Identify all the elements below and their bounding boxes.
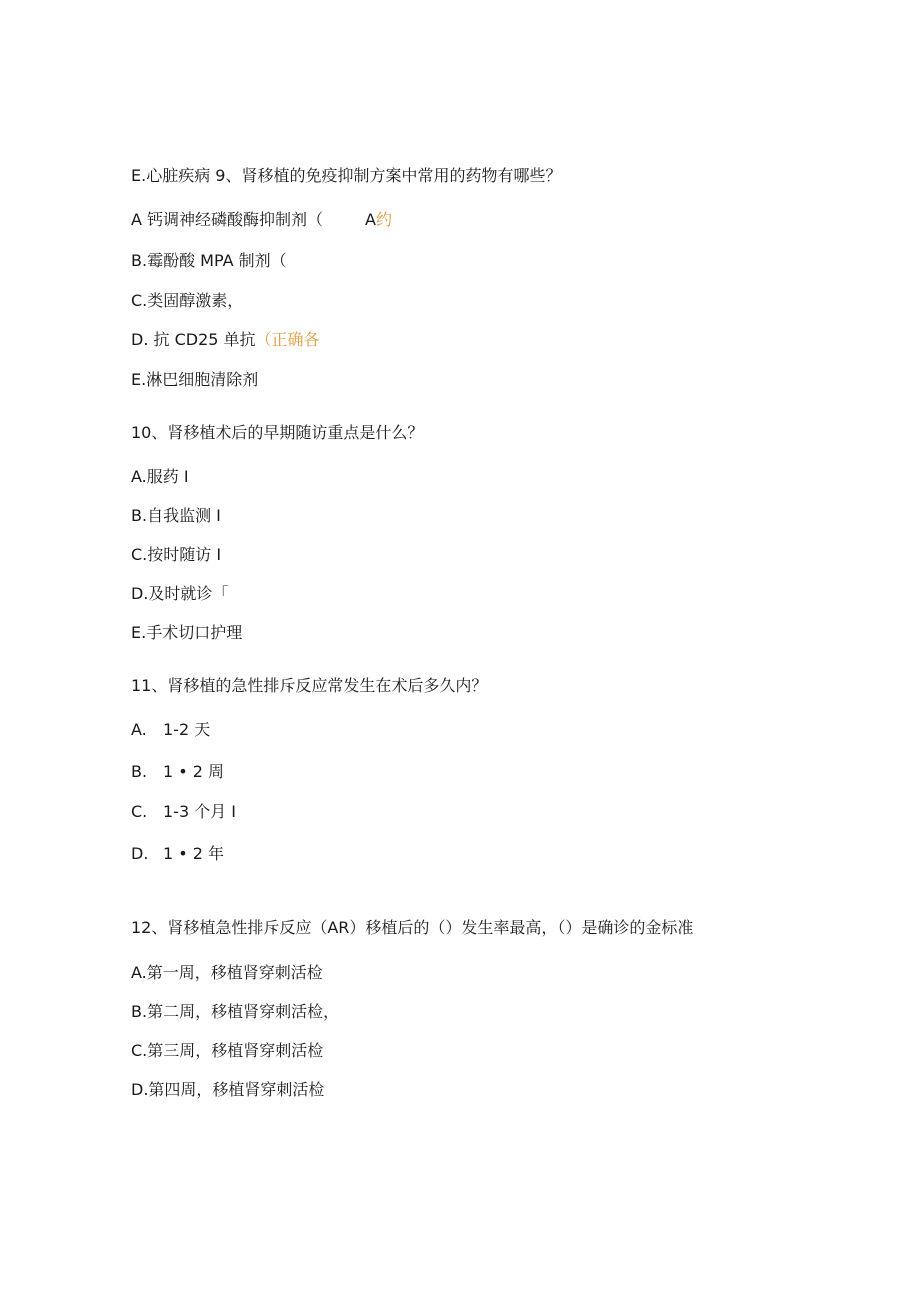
q12-title: 12、肾移植急性排斥反应（AR）移植后的（）发生率最高，（）是确诊的金标准 bbox=[131, 918, 694, 937]
q9-option-a-answer-note: 约 bbox=[376, 210, 393, 229]
q11-option-a bbox=[131, 720, 210, 740]
q9-option-a-answer-letter: A bbox=[365, 210, 376, 229]
q9-option-b: B.霉酚酸 MPA 制剂（ bbox=[131, 251, 287, 270]
q11-option-c-text: 1-3 个月 I bbox=[163, 802, 237, 821]
q11-option-b-letter: B. bbox=[131, 762, 148, 781]
q9-option-d bbox=[131, 330, 320, 350]
q12-option-c: C.第三周，移植肾穿刺活检 bbox=[131, 1041, 324, 1060]
q9-option-d-answer-note: （正确各 bbox=[255, 330, 320, 349]
q11-option-c bbox=[131, 802, 236, 822]
q11-option-d bbox=[131, 844, 224, 864]
q9-option-a-text: A 钙调神经磷酸酶抑制剂（ bbox=[131, 210, 324, 229]
q11-option-b bbox=[131, 762, 224, 782]
q11-option-b-text: 1 • 2 周 bbox=[163, 762, 225, 781]
q9-option-c: C.类固醇激素， bbox=[131, 291, 244, 310]
q11-option-a-text: 1-2 天 bbox=[163, 720, 211, 739]
q11-title: 11、肾移植的急性排斥反应常发生在术后多久内？ bbox=[131, 676, 488, 695]
q10-option-d: D.及时就诊「 bbox=[131, 584, 229, 603]
q9-option-d-text: D. 抗 CD25 单抗 bbox=[131, 330, 256, 349]
q11-option-d-letter: D. bbox=[131, 844, 149, 863]
q12-option-d: D.第四周，移植肾穿刺活检 bbox=[131, 1080, 325, 1099]
q10-option-a: A.服药 I bbox=[131, 467, 189, 486]
q10-option-c: C.按时随访 I bbox=[131, 545, 222, 564]
q10-option-e: E.手术切口护理 bbox=[131, 623, 243, 642]
q9-option-e: E.淋巴细胞清除剂 bbox=[131, 370, 259, 389]
q10-option-b: B.自我监测 I bbox=[131, 506, 221, 525]
q9-option-a bbox=[131, 210, 392, 230]
q11-option-d-text: 1 • 2 年 bbox=[163, 844, 225, 863]
q9-header: E.心脏疾病 9、肾移植的免疫抑制方案中常用的药物有哪些？ bbox=[131, 166, 562, 185]
q10-title: 10、肾移植术后的早期随访重点是什么？ bbox=[131, 423, 424, 442]
q11-option-c-letter: C. bbox=[131, 802, 148, 821]
q12-option-a: A.第一周，移植肾穿刺活检 bbox=[131, 963, 323, 982]
q12-option-b: B.第二周，移植肾穿刺活检， bbox=[131, 1002, 340, 1021]
q11-option-a-letter: A. bbox=[131, 720, 147, 739]
